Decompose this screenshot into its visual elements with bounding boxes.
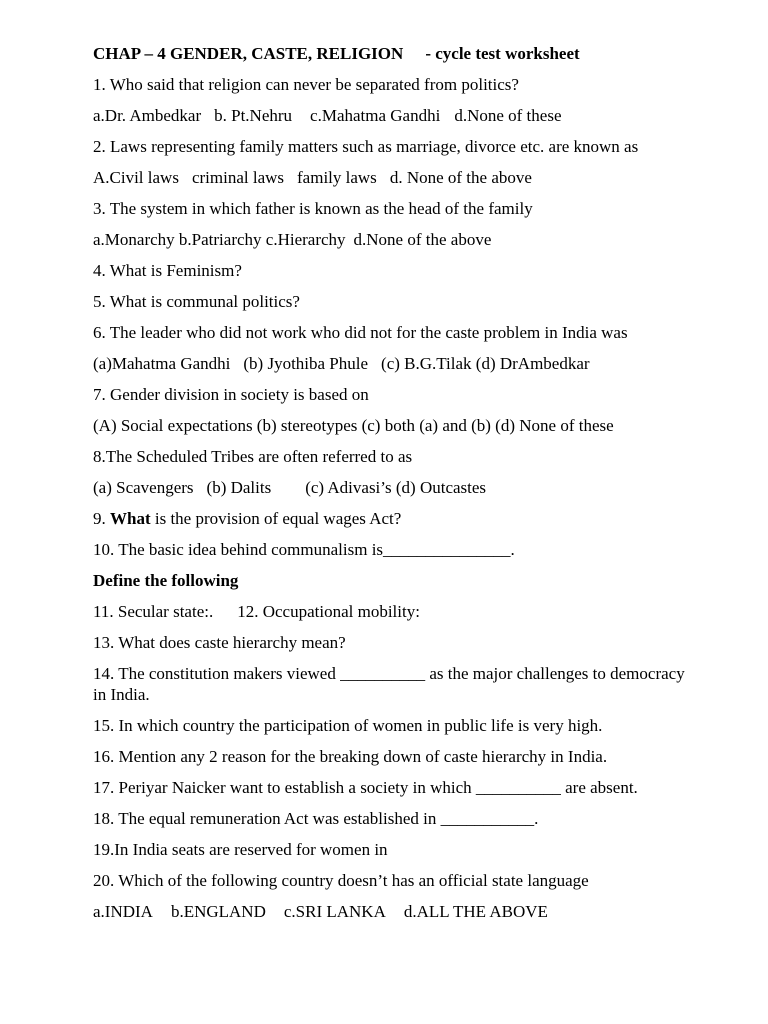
question-16: 16. Mention any 2 reason for the breaking down of caste hierarchy in India.	[93, 747, 608, 766]
question-6-options	[93, 353, 693, 374]
title-sub: - cycle test worksheet	[425, 44, 580, 63]
question-4: 4. What is Feminism?	[93, 261, 242, 280]
question-9-number: 9.	[93, 509, 106, 528]
option-cd: (c) Adivasi’s (d) Outcastes	[305, 478, 487, 497]
question-13: 13. What does caste hierarchy mean?	[93, 633, 346, 652]
question-10: 10. The basic idea behind communalism is_______________.	[93, 540, 515, 559]
option-d: d.None of the above	[353, 230, 492, 249]
question-8: 8.The Scheduled Tribes are often referred to as	[93, 447, 413, 466]
question-5: 5. What is communal politics?	[93, 292, 300, 311]
question-20-options	[93, 901, 693, 922]
option-a: (a) Scavengers	[93, 478, 194, 497]
question-7: 7. Gender division in society is based on	[93, 385, 369, 404]
option-a: a.INDIA	[93, 902, 153, 921]
option-a: A.Civil laws	[93, 168, 179, 187]
question-17: 17. Periyar Naicker want to establish a society in which __________ are absent.	[93, 778, 638, 797]
option-b: b. Pt.Nehru	[214, 106, 293, 125]
question-15: 15. In which country the participation of women in public life is very high.	[93, 716, 603, 735]
options-abc: a.Monarchy b.Patriarchy c.Hierarchy	[93, 230, 346, 249]
question-18: 18. The equal remuneration Act was established in ___________.	[93, 809, 539, 828]
option-a: (a)Mahatma Gandhi	[93, 354, 231, 373]
question-6: 6. The leader who did not work who did not for the caste problem in India was	[93, 323, 628, 342]
option-c: c.Mahatma Gandhi	[310, 106, 441, 125]
question-12: 12. Occupational mobility:	[237, 602, 420, 621]
option-c: c.SRI LANKA	[283, 902, 386, 921]
question-9-bold-word: What	[110, 509, 151, 528]
question-2-options	[93, 167, 693, 188]
option-a: a.Dr. Ambedkar	[93, 106, 202, 125]
option-b: (b) Jyothiba Phule	[243, 354, 369, 373]
question-14: 14. The constitution makers viewed __________ as the major challenges to democracy in India.	[93, 664, 685, 704]
question-20: 20. Which of the following country doesn’t has an official state language	[93, 871, 589, 890]
title-main: CHAP – 4 GENDER, CASTE, RELIGION	[93, 44, 404, 63]
question-9	[93, 508, 693, 529]
worksheet-title	[93, 43, 693, 64]
option-b: (b) Dalits	[206, 478, 272, 497]
option-d: d.None of these	[454, 106, 562, 125]
question-11: 11. Secular state:.	[93, 602, 214, 621]
option-d: d. None of the above	[389, 168, 532, 187]
define-heading: Define the following	[93, 571, 239, 590]
question-7-options: (A) Social expectations (b) stereotypes (c) both (a) and (b) (d) None of these	[93, 416, 614, 435]
question-1-options	[93, 105, 693, 126]
option-c: family laws	[297, 168, 377, 187]
question-8-options	[93, 477, 693, 498]
option-b: b.ENGLAND	[170, 902, 266, 921]
worksheet-page	[93, 43, 693, 932]
question-11-12	[93, 601, 693, 622]
option-b: criminal laws	[191, 168, 285, 187]
question-3: 3. The system in which father is known as the head of the family	[93, 199, 533, 218]
question-19: 19.In India seats are reserved for women in	[93, 840, 388, 859]
option-d: d.ALL THE ABOVE	[403, 902, 548, 921]
question-2: 2. Laws representing family matters such as marriage, divorce etc. are known as	[93, 137, 639, 156]
question-9-rest: is the provision of equal wages Act?	[154, 509, 402, 528]
question-3-options	[93, 229, 693, 250]
option-cd: (c) B.G.Tilak (d) DrAmbedkar	[381, 354, 590, 373]
question-1: 1. Who said that religion can never be separated from politics?	[93, 75, 519, 94]
